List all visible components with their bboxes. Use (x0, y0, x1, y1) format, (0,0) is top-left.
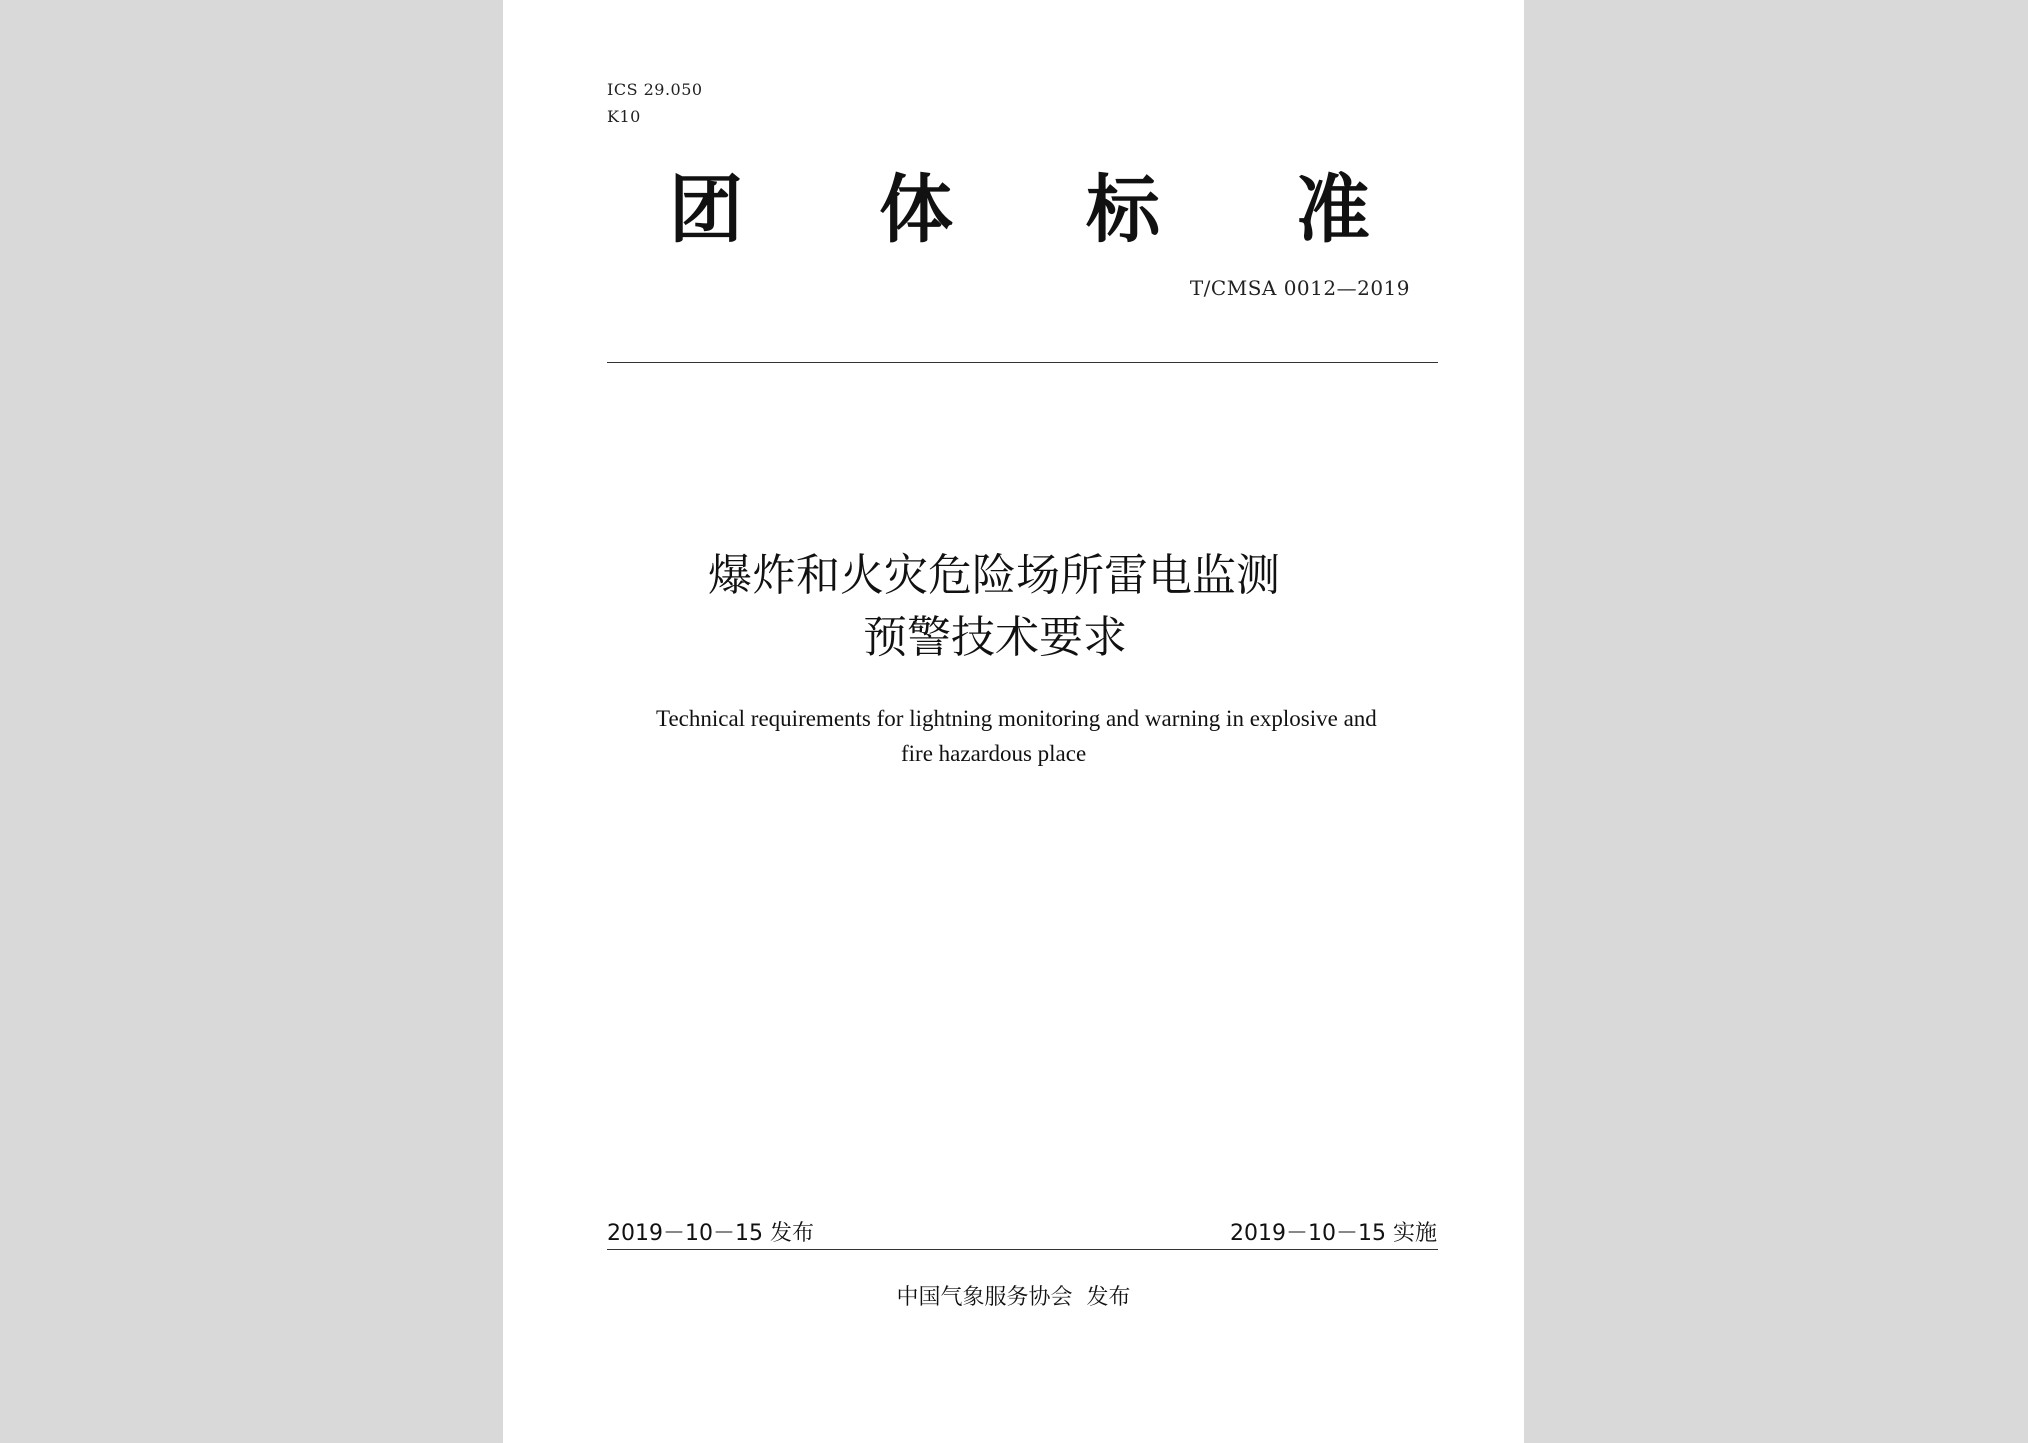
standard-type-heading (503, 160, 1524, 260)
issue-date: 2019－10－15 发布 (607, 1221, 814, 1246)
ccs-code: K10 (607, 107, 641, 126)
standard-code: T/CMSA 0012—2019 (1189, 276, 1410, 300)
standard-type-char: 准 (1296, 167, 1370, 253)
publisher: 中国气象服务协会 发布 (896, 1285, 1131, 1310)
document-page (503, 0, 1524, 1443)
standard-type-char: 标 (1086, 167, 1160, 253)
standard-type-char: 团 (669, 167, 743, 253)
ics-code: ICS 29.050 (607, 80, 703, 99)
title-chinese-line-2: 预警技术要求 (863, 612, 1127, 663)
title-english-line-2: fire hazardous place (901, 741, 1087, 766)
title-english-line-1: Technical requirements for lightning monitoring and warning in explosive and (656, 706, 1377, 731)
footer-divider (607, 1249, 1438, 1250)
implementation-date: 2019－10－15 实施 (1230, 1221, 1437, 1246)
title-chinese-line-1: 爆炸和火灾危险场所雷电监测 (708, 550, 1280, 601)
header-divider (607, 362, 1438, 363)
standard-type-char: 体 (879, 167, 953, 253)
